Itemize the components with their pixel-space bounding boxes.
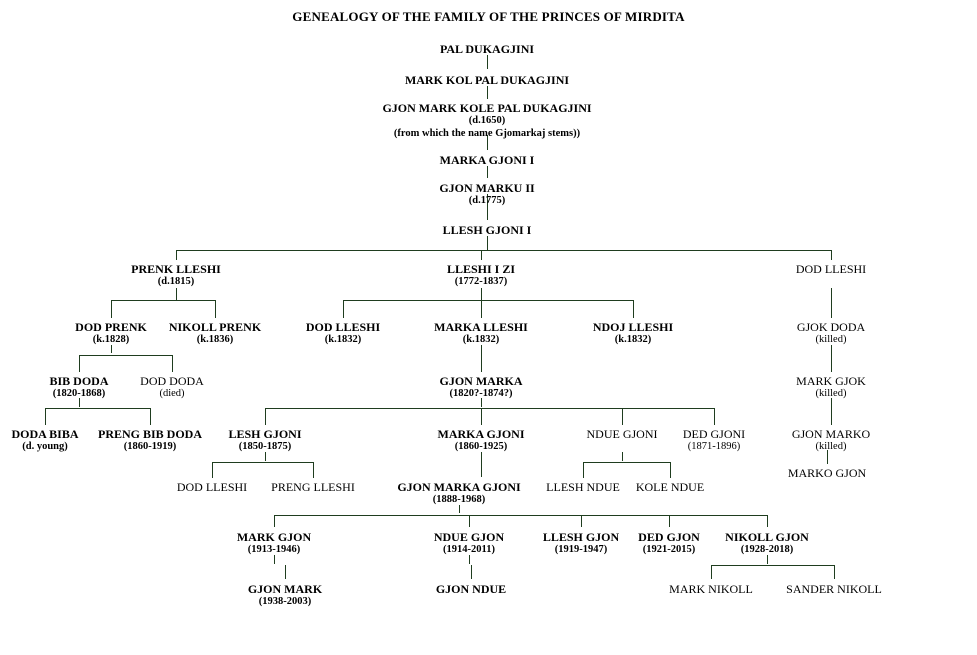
person-dates: (1860-1925) (454, 441, 508, 453)
person-name: GJON MARKO (791, 427, 871, 441)
person-name: GJON MARKA (439, 374, 523, 388)
person-name: LLESH GJON (542, 530, 620, 544)
connector-vertical (481, 452, 482, 477)
person-name: DOD DODA (140, 374, 204, 388)
person-name: GJON MARK (247, 582, 323, 596)
person-dates: (killed) (815, 388, 847, 400)
person-dates: (k.1832) (462, 334, 500, 346)
person-dates: (1913-1946) (247, 544, 301, 556)
person-node (397, 480, 520, 507)
connector-vertical (622, 452, 623, 461)
person-node (49, 374, 108, 401)
person-dates: (d.1775) (468, 195, 506, 207)
connector-vertical (215, 300, 216, 318)
connector-vertical (581, 515, 582, 527)
person-name: NIKOLL GJON (725, 530, 809, 544)
connector-vertical (176, 250, 177, 260)
person-name: MARKA GJONI (437, 427, 525, 441)
person-name: DOD PRENK (75, 320, 147, 334)
person-node (443, 223, 532, 237)
person-name: MARK KOL PAL DUKAGJINI (404, 73, 570, 87)
person-name: MARK GJOK (796, 374, 866, 388)
person-name: NDUE GJON (433, 530, 505, 544)
person-node (683, 427, 745, 454)
person-node (11, 427, 78, 454)
person-node (543, 530, 619, 557)
person-name: GJON MARKU II (439, 181, 535, 195)
person-name: NIKOLL PRENK (168, 320, 262, 334)
connector-vertical (670, 462, 671, 478)
person-name: MARKA LLESHI (434, 320, 528, 334)
connector-horizontal (176, 250, 831, 251)
connector-vertical (831, 345, 832, 372)
person-node (440, 153, 535, 167)
connector-vertical (767, 515, 768, 527)
connector-vertical (622, 408, 623, 425)
connector-horizontal (583, 462, 670, 463)
person-node (447, 262, 515, 289)
connector-vertical (79, 355, 80, 372)
connector-horizontal (265, 408, 714, 409)
connector-vertical (285, 565, 286, 579)
person-node (271, 480, 355, 494)
person-name: NDUE GJONI (586, 427, 658, 441)
person-name: MARK GJON (236, 530, 312, 544)
connector-vertical (274, 515, 275, 527)
connector-vertical (831, 288, 832, 318)
person-dates: (1772-1837) (454, 276, 508, 288)
person-node (248, 582, 322, 609)
person-node (306, 320, 380, 347)
connector-horizontal (45, 408, 150, 409)
connector-vertical (487, 166, 488, 178)
person-dates: (k.1832) (324, 334, 362, 346)
person-node (636, 480, 704, 494)
person-dates: (k.1836) (196, 334, 234, 346)
person-node (228, 427, 301, 454)
connector-vertical (481, 408, 482, 425)
connector-vertical (313, 462, 314, 478)
person-node (786, 582, 882, 596)
connector-vertical (714, 408, 715, 425)
person-name: DED GJONI (682, 427, 746, 441)
connector-vertical (583, 462, 584, 478)
person-dates: (1860-1919) (123, 441, 177, 453)
person-name: DOD LLESHI (305, 320, 381, 334)
person-dates: (d.1815) (157, 276, 195, 288)
person-dates: (1914-2011) (443, 544, 495, 556)
connector-vertical (834, 565, 835, 579)
person-name: PRENG LLESHI (271, 480, 355, 494)
connector-vertical (487, 86, 488, 99)
connector-vertical (343, 300, 344, 318)
person-node (98, 427, 202, 454)
connector-horizontal (711, 565, 834, 566)
person-dates: (d.1650) (468, 115, 506, 127)
person-node (405, 73, 569, 87)
person-name: PAL DUKAGJINI (439, 42, 535, 56)
connector-vertical (487, 55, 488, 69)
person-name: GJON NDUE (435, 582, 507, 596)
person-name: GJON MARK KOLE PAL DUKAGJINI (382, 101, 592, 115)
person-name: GJON MARKA GJONI (397, 480, 521, 494)
person-node (382, 101, 591, 140)
connector-vertical (111, 300, 112, 318)
person-node (177, 480, 247, 494)
person-node (440, 374, 523, 401)
person-name: LLESH NDUE (546, 480, 620, 494)
person-note: (from which the name Gjomarkaj stems)) (393, 127, 581, 139)
person-node (140, 374, 204, 401)
person-dates: (k.1828) (92, 334, 130, 346)
connector-vertical (481, 345, 482, 372)
connector-vertical (45, 408, 46, 425)
page-title: GENEALOGY OF THE FAMILY OF THE PRINCES OF MIRDITA (292, 9, 685, 24)
connector-vertical (669, 515, 670, 527)
person-node (546, 480, 620, 494)
person-name: PRENG BIB DODA (97, 427, 203, 441)
connector-vertical (481, 288, 482, 300)
person-dates: (1938-2003) (258, 596, 312, 608)
person-node (797, 320, 865, 347)
person-name: LESH GJONI (228, 427, 302, 441)
person-name: PRENK LLESHI (131, 262, 221, 276)
person-name: LLESH GJONI I (442, 223, 532, 237)
person-node (796, 374, 866, 401)
person-node (792, 427, 870, 454)
person-dates: (1928-2018) (740, 544, 794, 556)
person-dates: (1850-1875) (238, 441, 292, 453)
connector-vertical (469, 515, 470, 527)
person-dates: (1820-1868) (52, 388, 106, 400)
person-dates: (1820?-1874?) (449, 388, 513, 400)
connector-horizontal (111, 300, 215, 301)
person-name: MARKO GJON (787, 466, 867, 480)
person-node (788, 466, 866, 480)
person-dates: (died) (159, 388, 185, 400)
connector-vertical (172, 355, 173, 372)
person-node (131, 262, 221, 289)
person-name: MARK NIKOLL (669, 582, 753, 596)
connector-horizontal (212, 462, 313, 463)
connector-vertical (487, 236, 488, 250)
connector-vertical (471, 565, 472, 579)
person-node (587, 427, 658, 441)
connector-vertical (265, 408, 266, 425)
person-name: SANDER NIKOLL (786, 582, 882, 596)
person-node (725, 530, 809, 557)
person-dates: (1921-2015) (642, 544, 696, 556)
person-node (438, 427, 525, 454)
person-node (436, 582, 506, 596)
person-dates: (d. young) (22, 441, 68, 453)
connector-vertical (831, 250, 832, 260)
connector-vertical (711, 565, 712, 579)
person-name: DOD LLESHI (795, 262, 867, 276)
person-node (169, 320, 261, 347)
person-node (237, 530, 311, 557)
person-dates: (killed) (815, 334, 847, 346)
person-node (638, 530, 700, 557)
connector-vertical (831, 398, 832, 425)
person-name: KOLE NDUE (635, 480, 705, 494)
person-name: BIB DODA (49, 374, 109, 388)
person-node (669, 582, 753, 596)
person-name: DOD LLESHI (176, 480, 248, 494)
connector-horizontal (274, 515, 767, 516)
person-name: GJOK DODA (796, 320, 866, 334)
person-dates: (1888-1968) (432, 494, 486, 506)
person-node (593, 320, 673, 347)
person-dates: (k.1832) (614, 334, 652, 346)
connector-vertical (150, 408, 151, 425)
person-node (440, 42, 534, 56)
connector-horizontal (79, 355, 172, 356)
person-name: DED GJON (638, 530, 700, 544)
connector-vertical (481, 300, 482, 318)
person-node (75, 320, 147, 347)
person-node (434, 320, 528, 347)
person-dates: (1871-1896) (687, 441, 741, 453)
person-dates: (killed) (815, 441, 847, 453)
connector-vertical (633, 300, 634, 318)
person-node (439, 181, 534, 208)
person-node (434, 530, 504, 557)
person-name: MARKA GJONI I (439, 153, 535, 167)
person-name: DODA BIBA (11, 427, 79, 441)
connector-horizontal (343, 300, 633, 301)
person-name: NDOJ LLESHI (592, 320, 674, 334)
connector-vertical (176, 288, 177, 300)
person-name: LLESHI I ZI (446, 262, 516, 276)
person-node (796, 262, 866, 276)
connector-vertical (212, 462, 213, 478)
connector-vertical (481, 250, 482, 260)
person-dates: (1919-1947) (554, 544, 608, 556)
